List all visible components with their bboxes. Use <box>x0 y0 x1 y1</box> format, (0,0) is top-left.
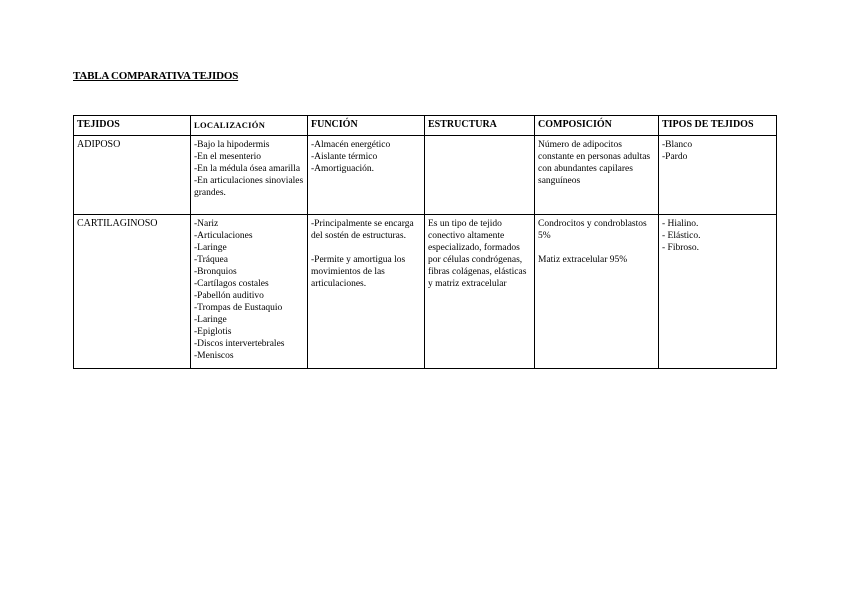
table-row <box>74 215 777 369</box>
cell-tipos: - Hialino. - Elástico. - Fibroso. <box>659 215 777 369</box>
cell-tejido: ADIPOSO <box>74 136 191 215</box>
header-tipos: TIPOS DE TEJIDOS <box>659 116 777 136</box>
cell-tejido: CARTILAGINOSO <box>74 215 191 369</box>
cell-funcion: -Almacén energético -Aislante térmico -Amortiguación. <box>308 136 425 215</box>
header-composicion: COMPOSICIÓN <box>535 116 659 136</box>
document-title: TABLA COMPARATIVA TEJIDOS <box>73 70 239 82</box>
table-header-row <box>74 116 777 136</box>
header-localizacion: LOCALIZACIÓN <box>191 116 308 136</box>
cell-composicion: Número de adipocitos constante en personas adultas con abundantes capilares sanguíneos <box>535 136 659 215</box>
header-tejidos: TEJIDOS <box>74 116 191 136</box>
cell-composicion: Condrocitos y condroblastos 5% Matiz extracelular 95% <box>535 215 659 369</box>
comparison-table <box>73 115 777 369</box>
cell-tipos: -Blanco -Pardo <box>659 136 777 215</box>
cell-estructura <box>425 136 535 215</box>
table-row <box>74 136 777 215</box>
cell-funcion: -Principalmente se encarga del sostén de estructuras. -Permite y amortigua los movimientos de las articulaciones. <box>308 215 425 369</box>
cell-localizacion: -Nariz -Articulaciones -Laringe -Tráquea -Bronquios -Cartílagos costales -Pabellón auditivo -Trompas de Eustaquio -Laringe -Epiglotis -Discos intervertebrales -Meniscos <box>191 215 308 369</box>
header-funcion: FUNCIÓN <box>308 116 425 136</box>
cell-localizacion: -Bajo la hipodermis -En el mesenterio -En la médula ósea amarilla -En articulaciones sinoviales grandes. <box>191 136 308 215</box>
cell-estructura: Es un tipo de tejido conectivo altamente especializado, formados por células condrógenas, fibras colágenas, elásticas y matriz extracelular <box>425 215 535 369</box>
header-estructura: ESTRUCTURA <box>425 116 535 136</box>
